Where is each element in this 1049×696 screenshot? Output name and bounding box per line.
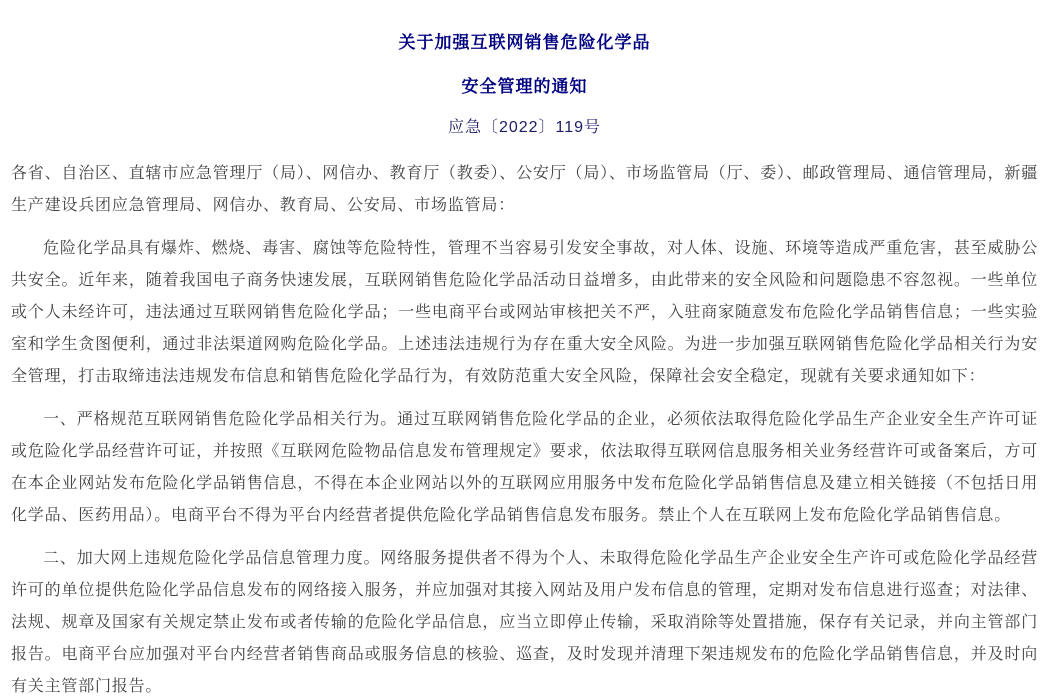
intro-paragraph: 危险化学品具有爆炸、燃烧、毒害、腐蚀等危险特性，管理不当容易引发安全事故，对人体、设施、环境等造成严重危害，甚至威胁公共安全。近年来，随着我国电子商务快速发展，互联网销售危险化学品活动日益增多，由此带来的安全风险和问题隐患不容忽视。一些单位或个人未经许可，违法通过互联网销售危险化学品；一些电商平台或网站审核把关不严，入驻商家随意发布危险化学品销售信息；一些实验室和学生贪图便利，通过非法渠道网购危险化学品。上述违法违规行为存在重大安全风险。为进一步加强互联网销售危险化学品相关行为安全管理，打击取缔违法违规发布信息和销售危险化学品行为，有效防范重大安全风险，保障社会安全稳定，现就有关要求通知如下： <box>11 240 1038 385</box>
addressee-paragraph: 各省、自治区、直辖市应急管理厅（局）、网信办、教育厅（教委）、公安厅（局）、市场监管局（厅、委）、邮政管理局、通信管理局，新疆生产建设兵团应急管理局、网信办、教育局、公安局、市场监管局： <box>11 165 1038 214</box>
section-1-paragraph: 一、严格规范互联网销售危险化学品相关行为。通过互联网销售危险化学品的企业，必须依法取得危险化学品生产企业安全生产许可证或危险化学品经营许可证，并按照《互联网危险物品信息发布管理规定》要求，依法取得互联网信息服务相关业务经营许可或备案后，方可在本企业网站发布危险化学品销售信息，不得在本企业网站以外的互联网应用服务中发布危险化学品销售信息及建立相关链接（不包括日用化学品、医药用品）。电商平台不得为平台内经营者提供危险化学品销售信息发布服务。禁止个人在互联网上发布危险化学品销售信息。 <box>11 411 1038 524</box>
document-title-line-1: 关于加强互联网销售危险化学品 <box>398 33 651 52</box>
section-2-paragraph: 二、加大网上违规危险化学品信息管理力度。网络服务提供者不得为个人、未取得危险化学品生产企业安全生产许可或危险化学品经营许可的单位提供危险化学品信息发布的网络接入服务，并应加强对其接入网站及用户发布信息的管理，定期对发布信息进行巡查；对法律、法规、规章及国家有关规定禁止发布或者传输的危险化学品信息，应当立即停止传输，采取消除等处置措施，保存有关记录，并向主管部门报告。电商平台应加强对平台内经营者销售商品或服务信息的核验、巡查，及时发现并清理下架违规发布的危险化学品销售信息，并及时向有关主管部门报告。 <box>11 550 1038 695</box>
document-number: 应急〔2022〕119号 <box>447 119 602 136</box>
document-title-line-2: 安全管理的通知 <box>461 77 588 96</box>
